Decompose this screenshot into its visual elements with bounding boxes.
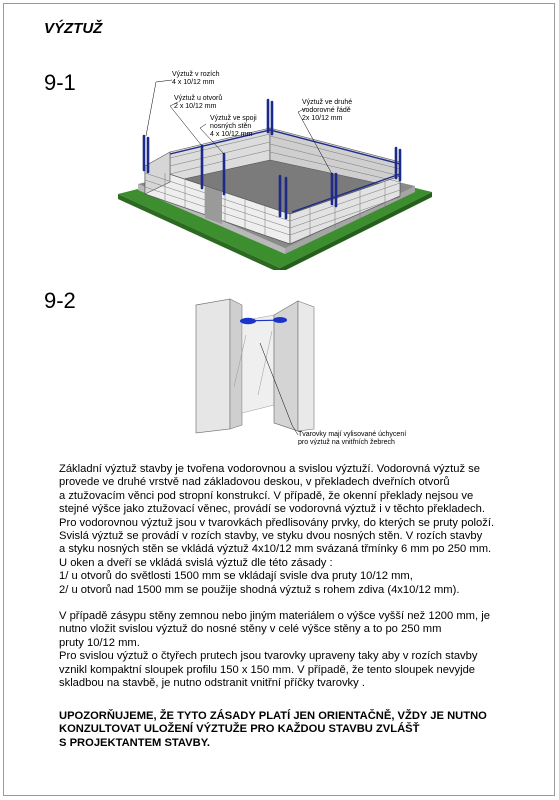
- callout-junction-rebar-line3: 4 x 10/12 mm: [210, 131, 253, 138]
- callout-opening-rebar-line2: 2 x 10/12 mm: [174, 103, 217, 110]
- page-title: VÝZTUŽ: [44, 20, 103, 37]
- text-line: skladbou na stavbě, je nutno odstranit vnitřní příčky tvarovky .: [59, 677, 365, 690]
- figure-2-callout-line1: Tvarovky mají vylisované úchycení: [298, 431, 407, 438]
- callout-corner-rebar-line1: Výztuž v rozích: [172, 71, 220, 78]
- callout-second-course-rebar-line1: Výztuž ve druhé: [302, 99, 353, 106]
- text-line: provede ve druhé vrstvě nad základovou deskou, v překladech dveřních otvorů: [59, 476, 450, 489]
- text-line: stejné výšce jako ztužovací věnec, provádí se vodorovná výztuž i v těchto překladech.: [59, 503, 485, 516]
- figure-1-rebar-illustration: [110, 66, 440, 270]
- warning-line: KONZULTOVAT ULOŽENÍ VÝZTUŽE PRO KAŽDOU STAVBU ZVLÁŠŤ: [59, 723, 420, 736]
- reinforcement-description: [59, 463, 529, 691]
- text-line: V případě zásypu stěny zemnou nebo jiným materiálem o výšce vyšší než 1200 mm, je: [59, 610, 490, 623]
- figure-2-callout-line2: pro výztuž na vnitřních žebrech: [298, 439, 395, 445]
- figure-1-label: 9-1: [44, 70, 76, 95]
- text-line: 2/ u otvorů nad 1500 mm se použije shodná výztuž s rohem zdiva (4x10/12 mm).: [59, 583, 460, 596]
- text-line: a styku nosných stěn se vkládá výztuž 4x10/12 mm svázaná třmínky 6 mm po 250 mm.: [59, 543, 492, 556]
- warning-line: S PROJEKTANTEM STAVBY.: [59, 736, 211, 749]
- warning-line: UPOZORŇUJEME, ŽE TYTO ZÁSADY PLATÍ JEN ORIENTAČNĚ, VŽDY JE NUTNO: [59, 710, 487, 722]
- text-line: U oken a dveří se vkládá svislá výztuž dle této zásady :: [59, 556, 333, 569]
- text-line: a ztužovacím věnci pod stropní konstrukcí. V případě, že okenní překlady nejsou ve: [59, 489, 474, 502]
- text-line: Pro svislou výztuž o čtyřech prutech jsou tvarovky upraveny taky aby v rozích stavby: [59, 650, 478, 663]
- door-opening: [205, 186, 222, 224]
- text-line: 1/ u otvorů do světlosti 1500 mm se vkládají svisle dva pruty 10/12 mm,: [59, 570, 413, 583]
- text-line: Základní výztuž stavby je tvořena vodorovnou a svislou výztuží. Vodorovná výztuž se: [59, 463, 480, 475]
- left-block: [196, 299, 230, 433]
- callout-opening-rebar-line1: Výztuž u otvorů: [174, 95, 223, 102]
- text-line: pruty 10/12 mm.: [59, 636, 140, 649]
- callout-corner-rebar-line2: 4 x 10/12 mm: [172, 79, 215, 86]
- callout-second-course-rebar-line2: vodorovné řádě: [302, 107, 351, 114]
- text-line: vznikl kompaktní sloupek profilu 150 x 150 mm. V případě, že tento sloupek nevyjde: [59, 663, 476, 676]
- warning-notice: [59, 710, 529, 750]
- figure-2-label: 9-2: [44, 288, 76, 313]
- callout-junction-rebar-line2: nosných stěn: [210, 123, 252, 130]
- callout-second-course-rebar-line3: 2x 10/12 mm: [302, 115, 343, 122]
- text-line: Svislá výztuž se provádí v rozích stavby, ve styku dvou nosných stěn. V rozích stavby: [59, 530, 483, 543]
- figure-2-block-detail: [190, 295, 430, 445]
- text-line: Pro vodorovnou výztuž jsou v tvarovkách předlisovány prvky, do kterých se pruty položí.: [59, 516, 495, 529]
- text-line: nutno vložit svislou výztuž do nosné stěny v celé výšce stěny a to po 250 mm: [59, 623, 442, 636]
- callout-junction-rebar-line1: Výztuž ve spoji: [210, 115, 257, 122]
